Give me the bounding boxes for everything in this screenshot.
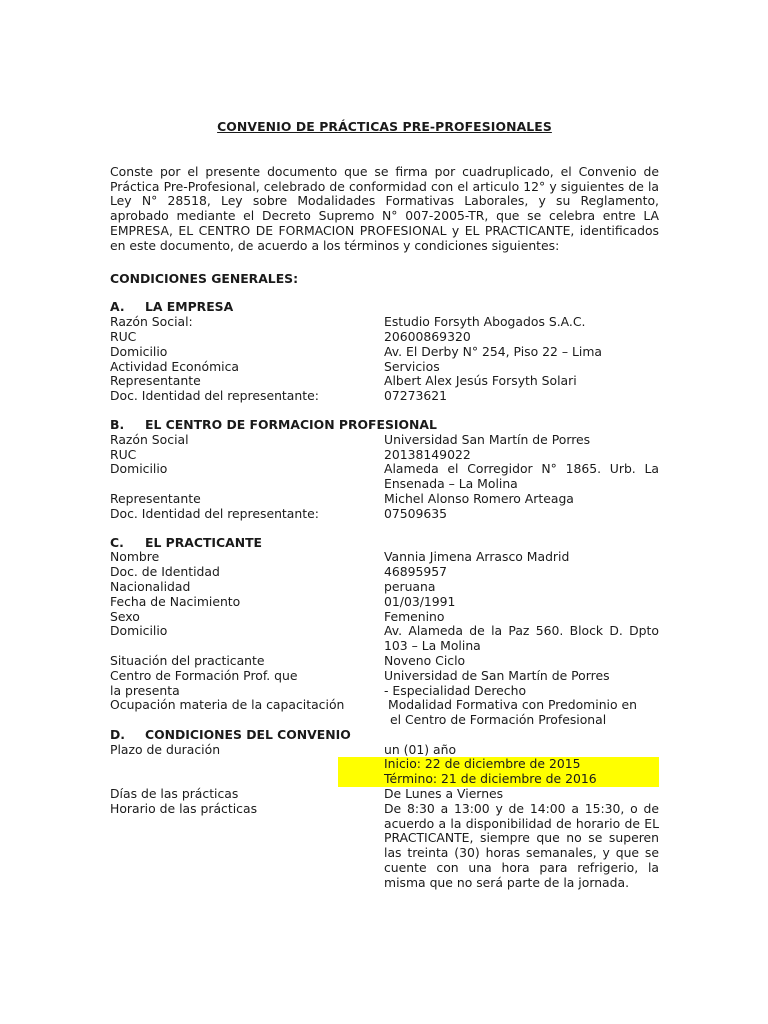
row-value: De 8:30 a 13:00 y de 14:00 a 15:30, o de acuerdo a la disponibilidad de horario de EL PRACTICANTE, siempre que no se superen las treinta (30) horas semanales, y que se cuente con una hora para refrigerio, la misma que no será parte de la jornada. [384,800,659,890]
section-a-title [110,300,659,315]
section-c-row [110,595,659,610]
section-b-letter: B. [110,416,125,432]
section-c-title-text: EL PRACTICANTE [145,534,263,550]
row-value: De Lunes a Viernes [384,786,504,802]
row-value: 07273621 [384,388,448,404]
section-a-row [110,330,659,345]
section-a-row [110,374,659,389]
row-label: Nacionalidad [110,578,191,594]
row-value: 46895957 [384,564,448,580]
section-d-title-text: CONDICIONES DEL CONVENIO [145,726,351,742]
row-value: Albert Alex Jesús Forsyth Solari [384,373,577,389]
section-c-title [110,536,659,551]
section-a-row [110,315,659,330]
row-value: el Centro de Formación Profesional [390,712,607,728]
section-c-row [110,669,659,684]
row-value: Av. Alameda de la Paz 560. Block D. Dpto 103 – La Molina [384,623,659,654]
section-c-row [110,713,659,728]
row-value: 20600869320 [384,328,471,344]
row-value: un (01) año [384,741,457,757]
section-a-row [110,345,659,360]
section-c-row [110,654,659,669]
section-d-title [110,728,659,743]
row-value: 07509635 [384,505,448,521]
row-value: Universidad de San Martín de Porres [384,667,610,683]
section-a-row [110,389,659,404]
section-b-title-text: EL CENTRO DE FORMACION PROFESIONAL [145,416,437,432]
section-b-rows [110,433,659,522]
row-label: Plazo de duración [110,741,221,757]
section-a-title-text: LA EMPRESA [145,299,234,315]
row-value: Alameda el Corregidor N° 1865. Urb. La Ensenada – La Molina [384,461,659,492]
section-c-row [110,610,659,625]
section-a-row [110,360,659,375]
row-label: Situación del practicante [110,652,265,668]
row-value: Vannia Jimena Arrasco Madrid [384,549,570,565]
section-b-title [110,418,659,433]
section-b-row [110,433,659,448]
row-label: Horario de las prácticas [110,800,258,816]
row-value: peruana [384,578,436,594]
row-value: 20138149022 [384,446,471,462]
row-label: Domicilio [110,623,168,639]
row-label: Razón Social: [110,314,193,330]
section-b-row [110,462,659,492]
start-date-highlight: Inicio: 22 de diciembre de 2015 [338,757,659,772]
row-label: Domicilio [110,343,168,359]
section-a-letter: A. [110,299,125,315]
row-label: Representante [110,490,201,506]
section-d-rows [110,743,659,891]
row-label: Doc. de Identidad [110,564,220,580]
section-d-row [110,757,659,772]
section-c-row [110,550,659,565]
document-title: CONVENIO DE PRÁCTICAS PRE-PROFESIONALES [217,119,552,134]
section-d-letter: D. [110,726,125,742]
section-c-row [110,698,659,713]
row-label: Domicilio [110,461,168,477]
row-label: la presenta [110,682,180,698]
row-value: Av. El Derby N° 254, Piso 22 – Lima [384,343,602,359]
row-label: Sexo [110,608,140,624]
section-b-row [110,448,659,463]
row-value: 01/03/1991 [384,593,456,609]
section-d-row [110,787,659,802]
row-value: Noveno Ciclo [384,652,466,668]
section-d-row [110,743,659,758]
section-c-letter: C. [110,534,124,550]
intro-paragraph: Conste por el presente documento que se firma por cuadruplicado, el Convenio de Práctica Pre-Profesional, celebrado de conformidad con el articulo 12° y siguientes de la Ley N° 28518, Ley sobre Modalidades Formativas Laborales, y su Reglamento, aprobado mediante el Decreto Supremo N° 007-2005-TR, que se celebra entre LA EMPRESA, EL CENTRO DE FORMACION PROFESIONAL y EL PRACTICANTE, identificados en este documento, de acuerdo a los términos y condiciones siguientes: [110,163,659,253]
row-label: Razón Social [110,431,189,447]
row-label: Días de las prácticas [110,786,239,802]
row-label: RUC [110,446,137,462]
row-value: Michel Alonso Romero Arteaga [384,490,574,506]
section-c-rows [110,550,659,728]
general-conditions-heading: CONDICIONES GENERALES: [110,270,299,286]
row-value: - Especialidad Derecho [384,682,527,698]
document-page [110,120,659,891]
row-value: Estudio Forsyth Abogados S.A.C. [384,314,586,330]
section-a-rows [110,315,659,404]
row-value: Servicios [384,358,440,374]
row-label: Fecha de Nacimiento [110,593,241,609]
row-label: Doc. Identidad del representante: [110,388,319,404]
section-c-row [110,565,659,580]
section-b-row [110,507,659,522]
row-label: Centro de Formación Prof. que [110,667,298,683]
row-label: Actividad Económica [110,358,239,374]
end-date-highlight: Término: 21 de diciembre de 2016 [338,772,659,787]
row-label: RUC [110,328,137,344]
section-d-row [110,802,659,891]
section-c-row [110,580,659,595]
row-label: Doc. Identidad del representante: [110,505,319,521]
section-c-row [110,684,659,699]
section-b-row [110,492,659,507]
row-label: Ocupación materia de la capacitación [110,697,345,713]
row-value: Universidad San Martín de Porres [384,431,591,447]
row-label: Nombre [110,549,160,565]
row-label: Representante [110,373,201,389]
section-c-row [110,624,659,654]
row-value: Modalidad Formativa con Predominio en [388,697,637,713]
row-value: Femenino [384,608,445,624]
section-d-row [110,772,659,787]
